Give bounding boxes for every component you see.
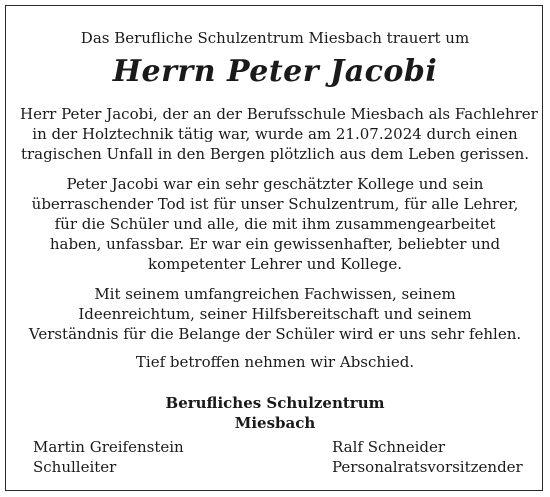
organization-line: Berufliches Schulzentrum — [165, 394, 385, 412]
paragraph-remembrance — [20, 284, 530, 344]
paragraph-circumstances — [20, 104, 538, 164]
text-line: Ideenreichtum, seiner Hilfsbereitschaft und seinem — [78, 305, 472, 323]
text-line: in der Holztechnik tätig war, wurde am 21.07.2024 durch einen — [32, 125, 518, 143]
organization-name — [0, 393, 550, 433]
text-line: für die Schüler und alle, die mit ihm zusammengearbeitet — [54, 215, 496, 233]
paragraph-tribute — [20, 174, 530, 274]
text-line: Mit seinem umfangreichen Fachwissen, seinem — [94, 285, 456, 303]
text-line: tragischen Unfall in den Bergen plötzlich aus dem Leben gerissen. — [20, 145, 530, 163]
intro-line: Das Berufliche Schulzentrum Miesbach trauert um — [80, 29, 470, 47]
signatory-left — [33, 437, 184, 477]
text-line: Peter Jacobi war ein sehr geschätzter Kollege und sein — [66, 175, 484, 193]
deceased-name: Herrn Peter Jacobi — [112, 54, 438, 89]
text-line: Verständnis für die Belange der Schüler wird er uns sehr fehlen. — [28, 325, 522, 343]
text-line: Tief betroffen nehmen wir Abschied. — [135, 353, 415, 371]
text-line: haben, unfassbar. Er war ein gewissenhafter, beliebter und — [49, 235, 501, 253]
paragraph-farewell — [20, 352, 530, 372]
signatory-right — [332, 437, 523, 477]
signatory-name: Ralf Schneider — [332, 438, 446, 456]
text-line: Herr Peter Jacobi, der an der Berufsschule Miesbach als Fachlehrer — [20, 105, 538, 123]
text-line: kompetenter Lehrer und Kollege. — [148, 255, 402, 273]
signatory-role: Schulleiter — [33, 458, 117, 476]
signatory-role: Personalratsvorsitzender — [332, 458, 523, 476]
signatory-name: Martin Greifenstein — [33, 438, 184, 456]
organization-line: Miesbach — [234, 414, 316, 432]
text-line: überraschender Tod ist für unser Schulzentrum, für alle Lehrer, — [31, 195, 519, 213]
